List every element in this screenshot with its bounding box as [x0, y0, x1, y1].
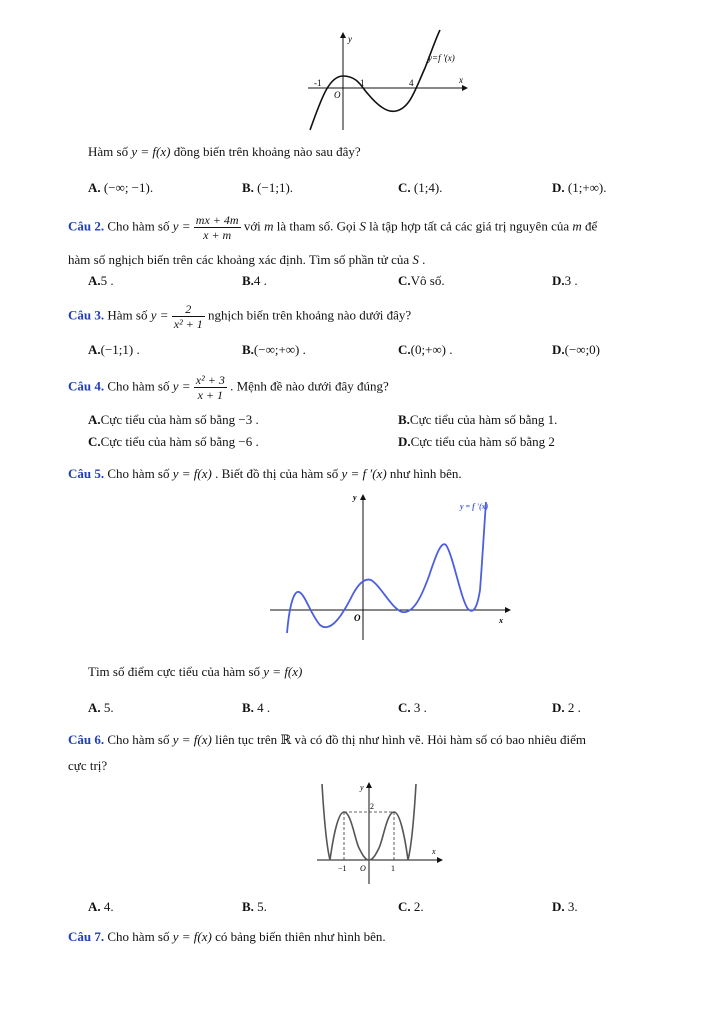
q3-frac-den: x² + 1 — [173, 317, 203, 331]
option-label: A. — [88, 412, 101, 427]
origin-label: O — [334, 90, 341, 100]
option-text: Cực tiểu của hàm số bằng 1. — [409, 412, 558, 427]
q2-option-c[interactable] — [398, 273, 445, 289]
q2-text-c: là tham số. Gọi — [276, 218, 357, 234]
option-text: (0;+∞) . — [410, 342, 453, 357]
q2-line2 — [68, 252, 425, 268]
q4-option-d[interactable] — [398, 434, 555, 450]
option-text: (−∞;0) — [564, 342, 601, 357]
option-label: B. — [242, 180, 254, 195]
q1-prompt — [88, 144, 361, 160]
option-label: B. — [242, 342, 254, 357]
y-axis-arrow — [340, 32, 346, 38]
q4-y-eq: y = — [172, 378, 191, 394]
origin-label: O — [360, 864, 366, 873]
q3-label: Câu 3. — [68, 307, 105, 323]
q7-expr: y = f(x) — [172, 929, 212, 944]
option-text: 3 . — [413, 700, 427, 715]
q5-question-expr: y = f(x) — [263, 664, 303, 679]
option-label: D. — [552, 180, 565, 195]
q5-question — [88, 664, 302, 680]
option-text: 3. — [567, 899, 578, 914]
option-label: D. — [552, 700, 565, 715]
q3-option-a[interactable] — [88, 342, 140, 358]
q1-option-d[interactable] — [552, 180, 607, 196]
option-label: A. — [88, 273, 101, 288]
option-label: B. — [398, 412, 410, 427]
q2-text-e: để — [585, 218, 598, 234]
option-label: D. — [398, 434, 411, 449]
q4-option-b[interactable] — [398, 412, 557, 428]
option-label: C. — [88, 434, 101, 449]
axis-y-label: y — [360, 783, 364, 792]
graph-q6-f — [312, 778, 447, 888]
q1-prompt-text-b: đồng biến trên khoảng nào sau đây? — [173, 144, 361, 159]
q4-fraction — [194, 373, 227, 402]
q6-option-b[interactable] — [242, 899, 267, 915]
axis-x-label: x — [459, 75, 463, 85]
q2-m2: m — [572, 218, 582, 234]
q5-label: Câu 5. — [68, 466, 105, 481]
tick-minus1: −1 — [338, 864, 347, 873]
q4-line1 — [68, 373, 389, 402]
tick-4: 4 — [409, 78, 414, 88]
q2-S2: S — [412, 252, 419, 267]
graph-q5-f-prime — [265, 490, 515, 640]
origin-label: O — [354, 613, 361, 623]
q2-text-d: là tập hợp tất cả các giá trị nguyên của — [369, 218, 570, 234]
option-label: C. — [398, 180, 411, 195]
q7-text-a: Cho hàm số — [107, 929, 170, 944]
q6-text-b: liên tục trên — [215, 732, 278, 747]
q2-option-b[interactable] — [242, 273, 267, 289]
q2-text-a: Cho hàm số — [107, 218, 170, 234]
option-text: 2 . — [567, 700, 581, 715]
q5-text-a: Cho hàm số — [107, 466, 170, 481]
option-text: (−∞;+∞) . — [253, 342, 306, 357]
q4-text-b: . Mệnh đề nào dưới đây đúng? — [230, 378, 389, 394]
q4-option-a[interactable] — [88, 412, 259, 428]
option-text: Cực tiểu của hàm số bằng −3 . — [100, 412, 259, 427]
option-text: (−∞; −1). — [103, 180, 154, 195]
q5-text-c: như hình bên. — [389, 466, 462, 481]
q6-text-a: Cho hàm số — [107, 732, 170, 747]
q2-text-b: với — [243, 218, 261, 234]
axis-x-label: x — [432, 847, 436, 856]
q2-option-d[interactable] — [552, 273, 578, 289]
q2-frac-den: x + m — [203, 228, 232, 242]
q3-text-a: Hàm số — [107, 307, 148, 323]
q3-line1 — [68, 302, 411, 331]
q1-prompt-text-a: Hàm số — [88, 144, 129, 159]
option-label: B. — [242, 700, 254, 715]
option-label: D. — [552, 273, 565, 288]
option-text: 4. — [103, 899, 114, 914]
q2-fraction — [194, 213, 241, 242]
tick-1: 1 — [360, 78, 365, 88]
q2-line2-end: . — [422, 252, 426, 267]
q5-text-b: . Biết đồ thị của hàm số — [215, 466, 339, 481]
x-axis-arrow — [437, 857, 443, 863]
option-label: C. — [398, 273, 411, 288]
option-label: D. — [552, 342, 565, 357]
q6-text-c: và có đồ thị như hình vẽ. Hỏi hàm số có bao nhiêu điểm — [294, 732, 587, 747]
graph-f-prime-cubic — [300, 28, 475, 133]
option-label: C. — [398, 899, 411, 914]
option-text: 5. — [103, 700, 114, 715]
option-text: 4 . — [257, 700, 271, 715]
option-text: Cực tiểu của hàm số bằng 2 — [410, 434, 555, 449]
tick-minus1: -1 — [314, 78, 322, 88]
q5-option-d[interactable] — [552, 700, 581, 716]
q3-fraction — [172, 302, 205, 331]
option-label: A. — [88, 180, 101, 195]
q5-option-c[interactable] — [398, 700, 427, 716]
q6-option-a[interactable] — [88, 899, 114, 915]
q5-option-b[interactable] — [242, 700, 270, 716]
q5-line1 — [68, 466, 462, 482]
curve-f-prime — [310, 30, 440, 130]
q2-S1: S — [359, 218, 366, 234]
option-label: D. — [552, 899, 565, 914]
q4-label: Câu 4. — [68, 378, 105, 394]
x-axis-arrow — [505, 607, 511, 613]
q6-option-c[interactable] — [398, 899, 424, 915]
q1-option-a[interactable] — [88, 180, 153, 196]
option-text: 2. — [413, 899, 424, 914]
curve-label: y = f '(x) — [460, 502, 489, 511]
q1-prompt-expr: y = f(x) — [131, 144, 171, 159]
q6-R: ℝ — [280, 732, 292, 747]
option-text: 5. — [257, 899, 267, 914]
q6-option-d[interactable] — [552, 899, 578, 915]
option-label: C. — [398, 700, 411, 715]
option-text: 5 . — [100, 273, 114, 288]
tick-2: 2 — [370, 802, 374, 811]
q7-text-b: có bảng biến thiên như hình bên. — [215, 929, 386, 944]
q3-frac-num: 2 — [172, 302, 205, 317]
q1-option-b[interactable] — [242, 180, 293, 196]
q6-line2: cực trị? — [68, 758, 108, 773]
q3-option-d[interactable] — [552, 342, 600, 358]
q2-option-a[interactable] — [88, 273, 114, 289]
option-text: (−1;1) . — [100, 342, 140, 357]
q2-label: Câu 2. — [68, 218, 105, 234]
x-axis-arrow — [462, 85, 468, 91]
tick-1: 1 — [391, 864, 395, 873]
option-text: (−1;1). — [257, 180, 294, 195]
q6-expr: y = f(x) — [172, 732, 212, 747]
option-label: B. — [242, 273, 254, 288]
q3-text-b: nghịch biến trên khoảng nào dưới đây? — [208, 307, 412, 323]
option-text: Cực tiểu của hàm số bằng −6 . — [100, 434, 259, 449]
q4-frac-den: x + 1 — [197, 388, 224, 402]
q5-expr2: y = f ′(x) — [341, 466, 387, 481]
q3-option-b[interactable] — [242, 342, 306, 358]
q4-frac-num: x² + 3 — [195, 373, 225, 387]
q2-line2-text: hàm số nghịch biến trên các khoảng xác định. Tìm số phần tử của — [68, 252, 410, 267]
y-axis-arrow — [360, 494, 366, 500]
q2-line1 — [68, 213, 597, 242]
q1-option-c[interactable] — [398, 180, 442, 196]
option-text: Vô số. — [410, 273, 445, 288]
q4-text-a: Cho hàm số — [107, 378, 170, 394]
q7-line1 — [68, 929, 386, 945]
option-text: (1;4). — [413, 180, 443, 195]
option-label: A. — [88, 342, 101, 357]
option-text: 3 . — [564, 273, 578, 288]
option-label: A. — [88, 700, 101, 715]
y-axis-arrow — [366, 782, 372, 788]
curve-label: y=f '(x) — [428, 53, 455, 63]
q2-frac-num: mx + 4m — [195, 213, 239, 227]
q7-label: Câu 7. — [68, 929, 105, 944]
q6-line1 — [68, 732, 586, 748]
option-label: B. — [242, 899, 254, 914]
q5-option-a[interactable] — [88, 700, 114, 716]
q3-y-eq: y = — [150, 307, 169, 323]
q5-question-text: Tìm số điểm cực tiểu của hàm số — [88, 664, 261, 679]
option-label: C. — [398, 342, 411, 357]
axis-y-label: y — [348, 34, 352, 44]
axis-x-label: x — [499, 616, 503, 625]
option-label: A. — [88, 899, 101, 914]
q5-expr1: y = f(x) — [172, 466, 212, 481]
option-text: 4 . — [253, 273, 267, 288]
q3-option-c[interactable] — [398, 342, 453, 358]
q2-y-eq: y = — [172, 218, 191, 234]
curve-f-prime — [287, 502, 486, 633]
q2-m1: m — [264, 218, 274, 234]
q6-label: Câu 6. — [68, 732, 105, 747]
axis-y-label: y — [353, 493, 357, 502]
option-text: (1;+∞). — [567, 180, 607, 195]
q4-option-c[interactable] — [88, 434, 259, 450]
